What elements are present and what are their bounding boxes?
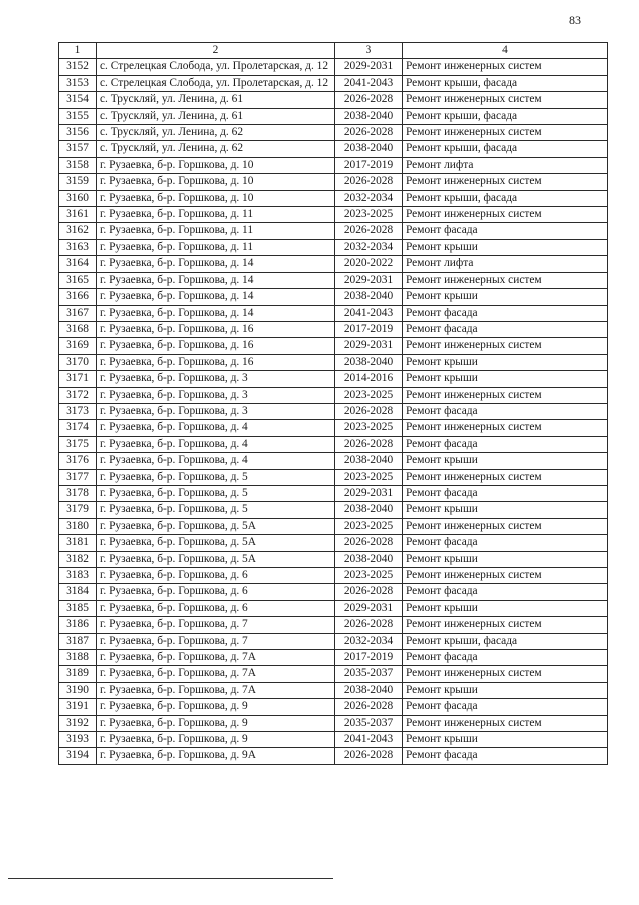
address-cell: г. Рузаевка, б-р. Горшкова, д. 4 xyxy=(97,420,335,436)
table-row xyxy=(59,584,608,600)
work-type-cell: Ремонт крыши xyxy=(403,551,608,567)
work-type-cell: Ремонт крыши xyxy=(403,354,608,370)
period-cell: 2038-2040 xyxy=(335,453,403,469)
row-number-cell: 3180 xyxy=(59,518,97,534)
period-cell: 2026-2028 xyxy=(335,125,403,141)
address-cell: г. Рузаевка, б-р. Горшкова, д. 3 xyxy=(97,403,335,419)
address-cell: г. Рузаевка, б-р. Горшкова, д. 7 xyxy=(97,617,335,633)
work-type-cell: Ремонт инженерных систем xyxy=(403,617,608,633)
row-number-cell: 3162 xyxy=(59,223,97,239)
address-cell: с. Трускляй, ул. Ленина, д. 62 xyxy=(97,125,335,141)
row-number-cell: 3171 xyxy=(59,371,97,387)
work-type-cell: Ремонт инженерных систем xyxy=(403,518,608,534)
work-type-cell: Ремонт фасада xyxy=(403,485,608,501)
period-cell: 2026-2028 xyxy=(335,535,403,551)
address-cell: г. Рузаевка, б-р. Горшкова, д. 11 xyxy=(97,223,335,239)
work-type-cell: Ремонт инженерных систем xyxy=(403,125,608,141)
table-row xyxy=(59,141,608,157)
period-cell: 2035-2037 xyxy=(335,715,403,731)
address-cell: г. Рузаевка, б-р. Горшкова, д. 3 xyxy=(97,371,335,387)
row-number-cell: 3186 xyxy=(59,617,97,633)
row-number-cell: 3194 xyxy=(59,748,97,764)
address-cell: г. Рузаевка, б-р. Горшкова, д. 11 xyxy=(97,207,335,223)
period-cell: 2038-2040 xyxy=(335,682,403,698)
row-number-cell: 3169 xyxy=(59,338,97,354)
row-number-cell: 3166 xyxy=(59,289,97,305)
work-type-cell: Ремонт лифта xyxy=(403,157,608,173)
table-row xyxy=(59,699,608,715)
period-cell: 2020-2022 xyxy=(335,256,403,272)
table-row xyxy=(59,650,608,666)
row-number-cell: 3172 xyxy=(59,387,97,403)
work-type-cell: Ремонт инженерных систем xyxy=(403,92,608,108)
period-cell: 2026-2028 xyxy=(335,223,403,239)
row-number-cell: 3160 xyxy=(59,190,97,206)
table-row xyxy=(59,256,608,272)
row-number-cell: 3170 xyxy=(59,354,97,370)
address-cell: г. Рузаевка, б-р. Горшкова, д. 10 xyxy=(97,174,335,190)
table-row xyxy=(59,108,608,124)
row-number-cell: 3193 xyxy=(59,732,97,748)
period-cell: 2026-2028 xyxy=(335,748,403,764)
work-type-cell: Ремонт фасада xyxy=(403,436,608,452)
period-cell: 2038-2040 xyxy=(335,289,403,305)
row-number-cell: 3157 xyxy=(59,141,97,157)
table-row xyxy=(59,289,608,305)
table-row xyxy=(59,321,608,337)
table-row xyxy=(59,551,608,567)
period-cell: 2029-2031 xyxy=(335,272,403,288)
work-type-cell: Ремонт фасада xyxy=(403,403,608,419)
period-cell: 2029-2031 xyxy=(335,59,403,75)
address-cell: г. Рузаевка, б-р. Горшкова, д. 6 xyxy=(97,584,335,600)
row-number-cell: 3154 xyxy=(59,92,97,108)
row-number-cell: 3187 xyxy=(59,633,97,649)
row-number-cell: 3189 xyxy=(59,666,97,682)
table-row xyxy=(59,305,608,321)
row-number-cell: 3164 xyxy=(59,256,97,272)
row-number-cell: 3153 xyxy=(59,75,97,91)
period-cell: 2026-2028 xyxy=(335,617,403,633)
period-cell: 2026-2028 xyxy=(335,584,403,600)
work-type-cell: Ремонт крыши xyxy=(403,600,608,616)
work-type-cell: Ремонт инженерных систем xyxy=(403,387,608,403)
address-cell: г. Рузаевка, б-р. Горшкова, д. 5А xyxy=(97,551,335,567)
period-cell: 2023-2025 xyxy=(335,420,403,436)
work-type-cell: Ремонт фасада xyxy=(403,748,608,764)
table-row xyxy=(59,568,608,584)
period-cell: 2017-2019 xyxy=(335,650,403,666)
period-cell: 2041-2043 xyxy=(335,75,403,91)
address-cell: г. Рузаевка, б-р. Горшкова, д. 9 xyxy=(97,715,335,731)
work-type-cell: Ремонт инженерных систем xyxy=(403,469,608,485)
address-cell: г. Рузаевка, б-р. Горшкова, д. 9А xyxy=(97,748,335,764)
page-number: 83 xyxy=(569,13,581,27)
work-type-cell: Ремонт инженерных систем xyxy=(403,568,608,584)
address-cell: г. Рузаевка, б-р. Горшкова, д. 7А xyxy=(97,682,335,698)
address-cell: с. Трускляй, ул. Ленина, д. 61 xyxy=(97,108,335,124)
table-row xyxy=(59,354,608,370)
work-type-cell: Ремонт крыши, фасада xyxy=(403,141,608,157)
table-row xyxy=(59,157,608,173)
address-cell: г. Рузаевка, б-р. Горшкова, д. 16 xyxy=(97,338,335,354)
table-header-row xyxy=(59,43,608,59)
address-cell: г. Рузаевка, б-р. Горшкова, д. 5А xyxy=(97,518,335,534)
table-row xyxy=(59,715,608,731)
row-number-cell: 3192 xyxy=(59,715,97,731)
table-row xyxy=(59,633,608,649)
address-cell: г. Рузаевка, б-р. Горшкова, д. 4 xyxy=(97,436,335,452)
table-row xyxy=(59,272,608,288)
address-cell: г. Рузаевка, б-р. Горшкова, д. 4 xyxy=(97,453,335,469)
address-cell: г. Рузаевка, б-р. Горшкова, д. 14 xyxy=(97,289,335,305)
address-cell: г. Рузаевка, б-р. Горшкова, д. 14 xyxy=(97,272,335,288)
table-row xyxy=(59,190,608,206)
period-cell: 2026-2028 xyxy=(335,92,403,108)
row-number-cell: 3190 xyxy=(59,682,97,698)
row-number-cell: 3182 xyxy=(59,551,97,567)
address-cell: г. Рузаевка, б-р. Горшкова, д. 7А xyxy=(97,666,335,682)
work-type-cell: Ремонт крыши xyxy=(403,371,608,387)
table-row xyxy=(59,223,608,239)
work-type-cell: Ремонт крыши xyxy=(403,289,608,305)
table-row xyxy=(59,453,608,469)
row-number-cell: 3152 xyxy=(59,59,97,75)
period-cell: 2038-2040 xyxy=(335,354,403,370)
row-number-cell: 3183 xyxy=(59,568,97,584)
period-cell: 2026-2028 xyxy=(335,403,403,419)
table-row xyxy=(59,666,608,682)
column-header-address: 2 xyxy=(97,43,335,59)
address-cell: г. Рузаевка, б-р. Горшкова, д. 5А xyxy=(97,535,335,551)
period-cell: 2029-2031 xyxy=(335,600,403,616)
work-type-cell: Ремонт фасада xyxy=(403,699,608,715)
address-cell: с. Стрелецкая Слобода, ул. Пролетарская, д. 12 xyxy=(97,75,335,91)
work-type-cell: Ремонт фасада xyxy=(403,321,608,337)
address-cell: г. Рузаевка, б-р. Горшкова, д. 5 xyxy=(97,469,335,485)
period-cell: 2041-2043 xyxy=(335,732,403,748)
address-cell: г. Рузаевка, б-р. Горшкова, д. 5 xyxy=(97,485,335,501)
table-row xyxy=(59,502,608,518)
work-type-cell: Ремонт крыши xyxy=(403,453,608,469)
table-row xyxy=(59,436,608,452)
work-type-cell: Ремонт лифта xyxy=(403,256,608,272)
row-number-cell: 3175 xyxy=(59,436,97,452)
period-cell: 2017-2019 xyxy=(335,157,403,173)
row-number-cell: 3155 xyxy=(59,108,97,124)
address-cell: г. Рузаевка, б-р. Горшкова, д. 7 xyxy=(97,633,335,649)
address-cell: с. Стрелецкая Слобода, ул. Пролетарская, д. 12 xyxy=(97,59,335,75)
work-type-cell: Ремонт инженерных систем xyxy=(403,666,608,682)
period-cell: 2023-2025 xyxy=(335,469,403,485)
table-row xyxy=(59,748,608,764)
row-number-cell: 3184 xyxy=(59,584,97,600)
period-cell: 2029-2031 xyxy=(335,338,403,354)
row-number-cell: 3178 xyxy=(59,485,97,501)
work-type-cell: Ремонт крыши, фасада xyxy=(403,190,608,206)
period-cell: 2026-2028 xyxy=(335,174,403,190)
repair-schedule-table xyxy=(58,42,608,765)
work-type-cell: Ремонт фасада xyxy=(403,305,608,321)
row-number-cell: 3191 xyxy=(59,699,97,715)
table-row xyxy=(59,485,608,501)
address-cell: г. Рузаевка, б-р. Горшкова, д. 9 xyxy=(97,732,335,748)
table-row xyxy=(59,535,608,551)
column-header-work-type: 4 xyxy=(403,43,608,59)
row-number-cell: 3181 xyxy=(59,535,97,551)
address-cell: г. Рузаевка, б-р. Горшкова, д. 14 xyxy=(97,256,335,272)
address-cell: г. Рузаевка, б-р. Горшкова, д. 6 xyxy=(97,600,335,616)
address-cell: г. Рузаевка, б-р. Горшкова, д. 6 xyxy=(97,568,335,584)
work-type-cell: Ремонт фасада xyxy=(403,535,608,551)
table-row xyxy=(59,387,608,403)
work-type-cell: Ремонт инженерных систем xyxy=(403,174,608,190)
table-row xyxy=(59,174,608,190)
row-number-cell: 3163 xyxy=(59,239,97,255)
work-type-cell: Ремонт инженерных систем xyxy=(403,59,608,75)
period-cell: 2023-2025 xyxy=(335,387,403,403)
period-cell: 2026-2028 xyxy=(335,699,403,715)
table-row xyxy=(59,403,608,419)
period-cell: 2026-2028 xyxy=(335,436,403,452)
period-cell: 2014-2016 xyxy=(335,371,403,387)
work-type-cell: Ремонт инженерных систем xyxy=(403,420,608,436)
row-number-cell: 3179 xyxy=(59,502,97,518)
work-type-cell: Ремонт крыши, фасада xyxy=(403,108,608,124)
period-cell: 2038-2040 xyxy=(335,502,403,518)
column-header-period: 3 xyxy=(335,43,403,59)
work-type-cell: Ремонт крыши xyxy=(403,732,608,748)
table-row xyxy=(59,207,608,223)
table-body xyxy=(59,59,608,764)
row-number-cell: 3156 xyxy=(59,125,97,141)
work-type-cell: Ремонт крыши xyxy=(403,502,608,518)
bottom-rule xyxy=(8,878,333,879)
row-number-cell: 3165 xyxy=(59,272,97,288)
row-number-cell: 3185 xyxy=(59,600,97,616)
address-cell: с. Трускляй, ул. Ленина, д. 61 xyxy=(97,92,335,108)
row-number-cell: 3168 xyxy=(59,321,97,337)
row-number-cell: 3158 xyxy=(59,157,97,173)
period-cell: 2035-2037 xyxy=(335,666,403,682)
row-number-cell: 3174 xyxy=(59,420,97,436)
period-cell: 2032-2034 xyxy=(335,190,403,206)
address-cell: г. Рузаевка, б-р. Горшкова, д. 16 xyxy=(97,354,335,370)
row-number-cell: 3176 xyxy=(59,453,97,469)
address-cell: г. Рузаевка, б-р. Горшкова, д. 9 xyxy=(97,699,335,715)
period-cell: 2032-2034 xyxy=(335,239,403,255)
address-cell: г. Рузаевка, б-р. Горшкова, д. 16 xyxy=(97,321,335,337)
work-type-cell: Ремонт крыши xyxy=(403,682,608,698)
period-cell: 2023-2025 xyxy=(335,568,403,584)
address-cell: г. Рузаевка, б-р. Горшкова, д. 5 xyxy=(97,502,335,518)
address-cell: с. Трускляй, ул. Ленина, д. 62 xyxy=(97,141,335,157)
work-type-cell: Ремонт инженерных систем xyxy=(403,715,608,731)
address-cell: г. Рузаевка, б-р. Горшкова, д. 10 xyxy=(97,190,335,206)
work-type-cell: Ремонт крыши, фасада xyxy=(403,75,608,91)
period-cell: 2032-2034 xyxy=(335,633,403,649)
work-type-cell: Ремонт фасада xyxy=(403,223,608,239)
address-cell: г. Рузаевка, б-р. Горшкова, д. 14 xyxy=(97,305,335,321)
row-number-cell: 3167 xyxy=(59,305,97,321)
table-row xyxy=(59,75,608,91)
work-type-cell: Ремонт фасада xyxy=(403,584,608,600)
column-header-number: 1 xyxy=(59,43,97,59)
address-cell: г. Рузаевка, б-р. Горшкова, д. 7А xyxy=(97,650,335,666)
table-row xyxy=(59,617,608,633)
address-cell: г. Рузаевка, б-р. Горшкова, д. 10 xyxy=(97,157,335,173)
address-cell: г. Рузаевка, б-р. Горшкова, д. 3 xyxy=(97,387,335,403)
period-cell: 2017-2019 xyxy=(335,321,403,337)
address-cell: г. Рузаевка, б-р. Горшкова, д. 11 xyxy=(97,239,335,255)
table-row xyxy=(59,600,608,616)
table-row xyxy=(59,239,608,255)
period-cell: 2038-2040 xyxy=(335,551,403,567)
period-cell: 2023-2025 xyxy=(335,518,403,534)
work-type-cell: Ремонт инженерных систем xyxy=(403,272,608,288)
work-type-cell: Ремонт фасада xyxy=(403,650,608,666)
table-row xyxy=(59,125,608,141)
row-number-cell: 3173 xyxy=(59,403,97,419)
table-row xyxy=(59,420,608,436)
table-row xyxy=(59,59,608,75)
period-cell: 2038-2040 xyxy=(335,108,403,124)
row-number-cell: 3161 xyxy=(59,207,97,223)
table-row xyxy=(59,732,608,748)
row-number-cell: 3159 xyxy=(59,174,97,190)
row-number-cell: 3177 xyxy=(59,469,97,485)
period-cell: 2029-2031 xyxy=(335,485,403,501)
work-type-cell: Ремонт крыши xyxy=(403,239,608,255)
work-type-cell: Ремонт инженерных систем xyxy=(403,338,608,354)
row-number-cell: 3188 xyxy=(59,650,97,666)
period-cell: 2038-2040 xyxy=(335,141,403,157)
work-type-cell: Ремонт инженерных систем xyxy=(403,207,608,223)
table-row xyxy=(59,682,608,698)
period-cell: 2041-2043 xyxy=(335,305,403,321)
table-row xyxy=(59,469,608,485)
period-cell: 2023-2025 xyxy=(335,207,403,223)
table-row xyxy=(59,92,608,108)
table-row xyxy=(59,518,608,534)
table-row xyxy=(59,338,608,354)
table-row xyxy=(59,371,608,387)
work-type-cell: Ремонт крыши, фасада xyxy=(403,633,608,649)
